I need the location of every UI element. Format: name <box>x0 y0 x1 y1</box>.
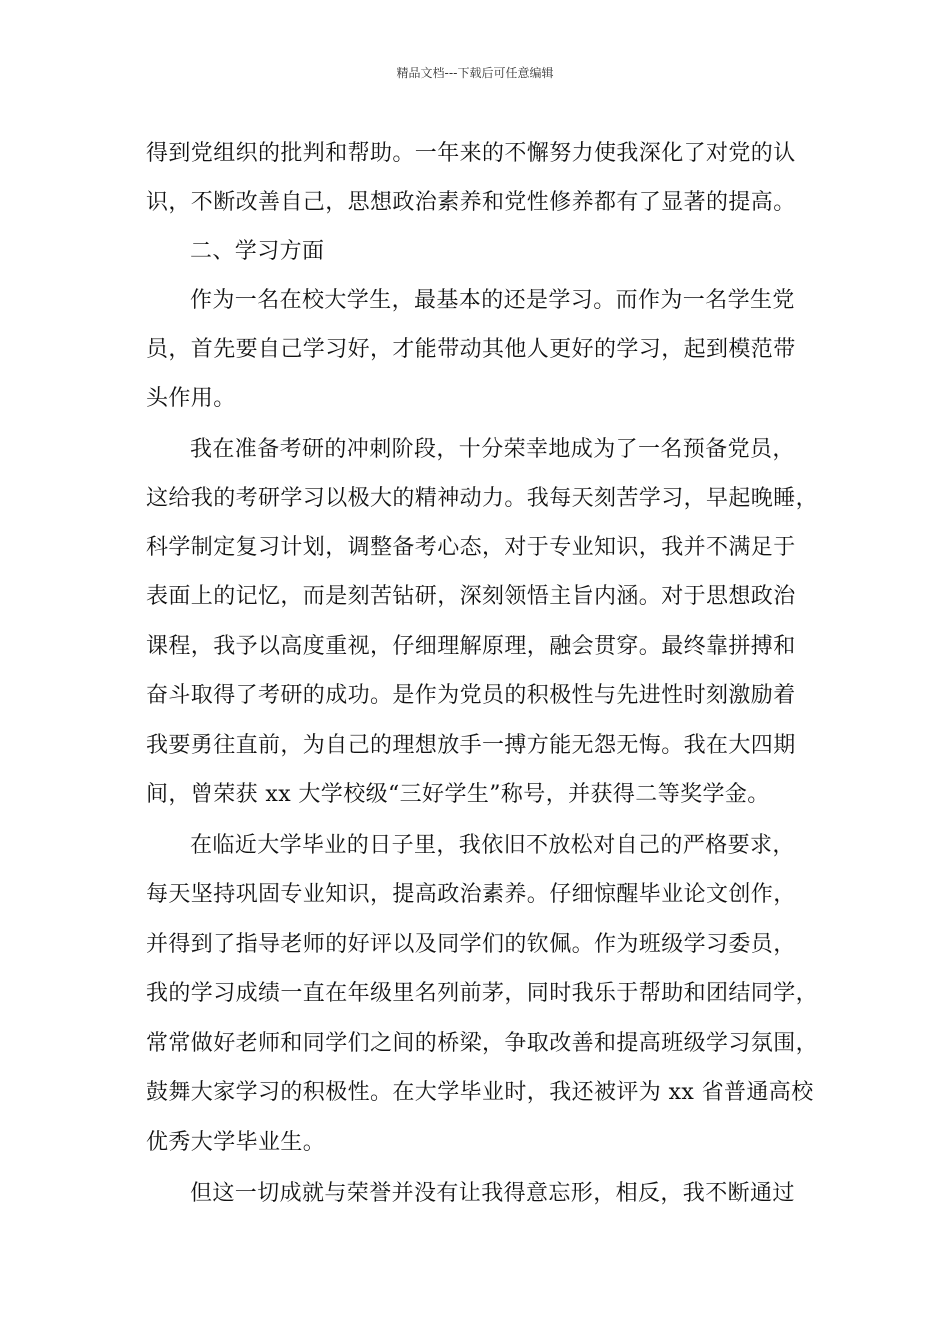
body-line: 头作用。 <box>146 386 236 411</box>
body-line: 表面上的记忆，而是刻苦钻研，深刻领悟主旨内涵。对于思想政治 <box>146 584 796 609</box>
page-header: 精品文档---下载后可任意编辑 <box>396 66 554 80</box>
body-line: 奋斗取得了考研的成功。是作为党员的积极性与先进性时刻激励着 <box>146 683 796 708</box>
body-line: 间，曾荣获 xx 大学校级“三好学生”称号，并获得二等奖学金。 <box>146 782 770 807</box>
body-line: 员，首先要自己学习好，才能带动其他人更好的学习，起到模范带 <box>146 337 796 362</box>
body-line: 我要勇往直前，为自己的理想放手一搏方能无怨无悔。我在大四期 <box>146 733 796 758</box>
body-line: 科学制定复习计划，调整备考心态，对于专业知识，我并不满足于 <box>146 535 796 560</box>
body-line: 我在准备考研的冲刺阶段，十分荣幸地成为了一名预备党员， <box>190 437 795 462</box>
section-heading: 二、学习方面 <box>190 239 325 264</box>
body-line: 课程，我予以高度重视，仔细理解原理，融会贯穿。最终靠拼搏和 <box>146 634 796 659</box>
body-line: 并得到了指导老师的好评以及同学们的钦佩。作为班级学习委员， <box>146 932 796 957</box>
body-line: 鼓舞大家学习的积极性。在大学毕业时，我还被评为 xx 省普通高校 <box>146 1080 814 1105</box>
body-line: 但这一切成就与荣誉并没有让我得意忘形，相反，我不断通过 <box>190 1181 795 1206</box>
body-line: 得到党组织的批判和帮助。一年来的不懈努力使我深化了对党的认 <box>146 141 796 166</box>
body-line: 我的学习成绩一直在年级里名列前茅，同时我乐于帮助和团结同学， <box>146 981 819 1006</box>
body-line: 这给我的考研学习以极大的精神动力。我每天刻苦学习，早起晚睡， <box>146 486 819 511</box>
body-line: 作为一名在校大学生，最基本的还是学习。而作为一名学生党 <box>190 288 795 313</box>
body-line: 在临近大学毕业的日子里，我依旧不放松对自己的严格要求， <box>190 833 795 858</box>
body-line: 识，不断改善自己，思想政治素养和党性修养都有了显著的提高。 <box>146 190 796 215</box>
body-line: 优秀大学毕业生。 <box>146 1130 326 1155</box>
body-line: 每天坚持巩固专业知识，提高政治素养。仔细惊醒毕业论文创作， <box>146 882 796 907</box>
body-line: 常常做好老师和同学们之间的桥梁，争取改善和提高班级学习氛围， <box>146 1031 819 1056</box>
